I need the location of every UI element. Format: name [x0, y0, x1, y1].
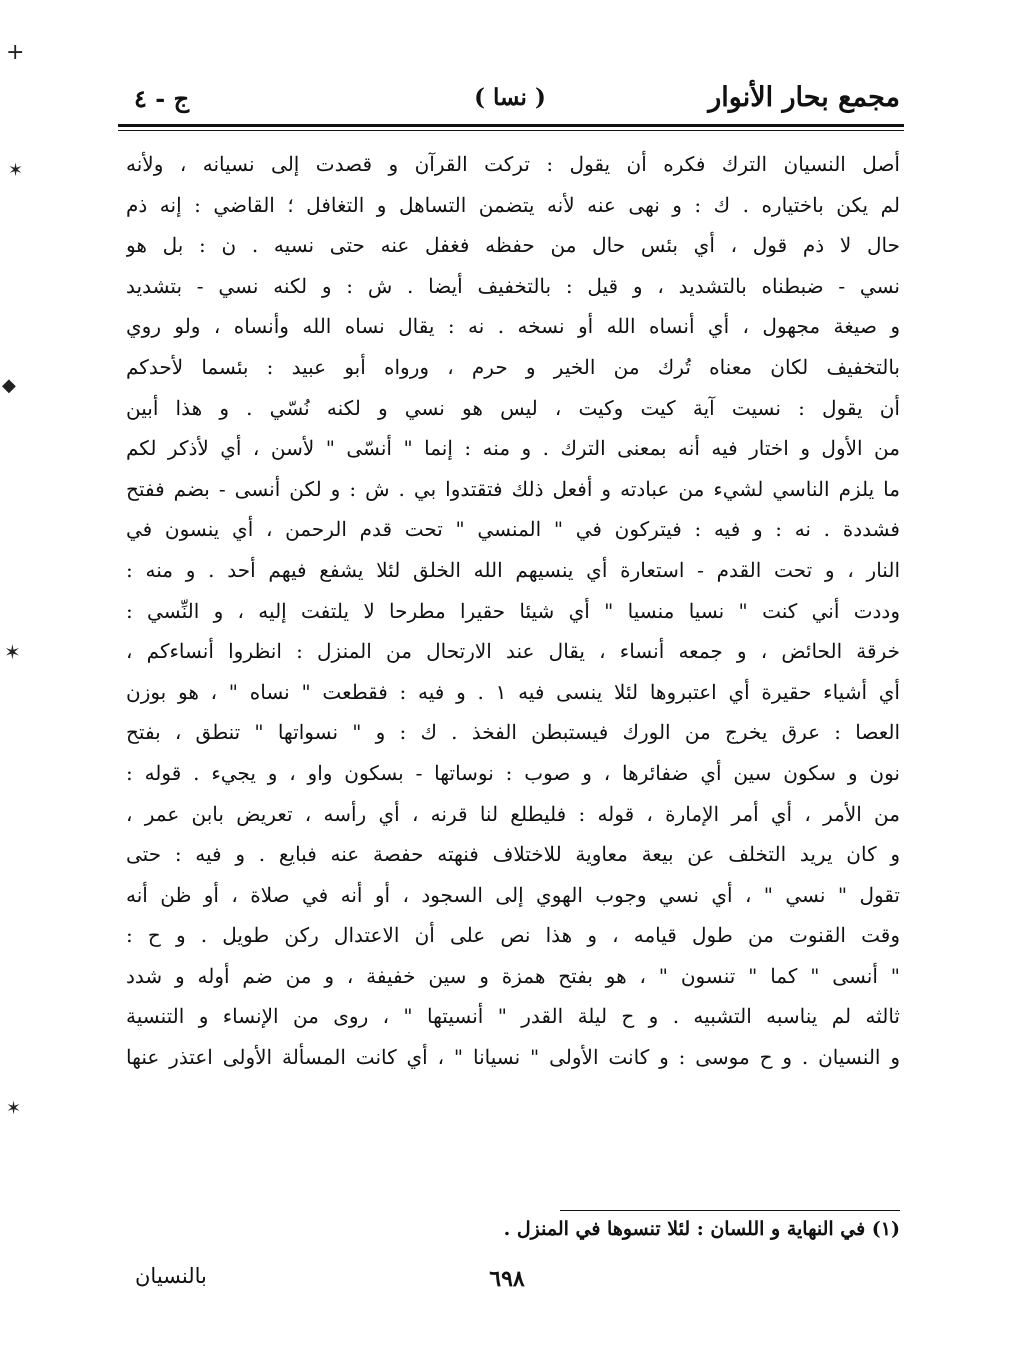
- margin-mark: +: [6, 40, 25, 65]
- text-line: و النسيان . و ح موسى : و كانت الأولى " نسيانا " ، أي كانت المسألة الأولى اعتذر عنها: [126, 1045, 900, 1070]
- text-line: فشددة . نه : و فيه : فيتركون في " المنسي " تحت قدم الرحمن ، أي ينسون في: [126, 517, 900, 542]
- text-line: وددت أني كنت " نسيا منسيا " أي شيئا حقيرا مطرحا لا يلتفت إليه ، و النِّسي :: [126, 598, 900, 623]
- text-line: نون و سكون سين أي ضفائرها ، و صوب : نوساتها - بسكون واو ، و يجيء . قوله :: [126, 760, 900, 785]
- text-line: من الأمر ، أي أمر الإمارة ، قوله : فليطلع لنا قرنه ، أي رأسه ، تعريض بابن عمر ،: [126, 801, 900, 826]
- margin-mark: ◆: [2, 375, 16, 396]
- text-line: " أنسى " كما " تنسون " ، هو بفتح همزة و سين خفيفة ، و من ضم أوله و شدد: [126, 963, 900, 988]
- section-heading: ( نسا ): [474, 84, 546, 111]
- text-line: أي أشياء حقيرة أي اعتبروها لئلا ينسى فيه ١ . و فيه : فقطعت " نساه " ، هو بوزن: [126, 679, 900, 704]
- margin-mark: ✶: [4, 640, 21, 664]
- text-line: النار ، و تحت القدم - استعارة أي ينسيهم الله الخلق لئلا يشفع فيهم أحد . و منه :: [126, 557, 900, 582]
- text-line: وقت القنوت من طول قيامه ، و هذا نص على أن الاعتدال ركن طويل . و ح :: [126, 923, 900, 948]
- volume-number: ج - ٤: [134, 84, 190, 113]
- text-line: ما يلزم الناسي لشيء من عبادته و أفعل ذلك فتقتدوا بي . ش : و لكن أنسى - بضم ففتح: [126, 476, 900, 501]
- catchword: بالنسيان: [135, 1264, 207, 1288]
- header-rule-thin: [118, 130, 904, 131]
- text-line: أن يقول : نسيت آية كيت وكيت ، ليس هو نسي و لكنه نُسّي . و هذا أبين: [126, 395, 900, 420]
- page-header: [120, 78, 900, 122]
- page-number: ٦٩٨: [489, 1266, 525, 1292]
- text-line: ثالثه لم يناسبه التشبيه . و ح ليلة القدر " أنسيتها " ، روى من الإنساء و التنسية: [126, 1004, 900, 1029]
- text-line: أصل النسيان الترك فكره أن يقول : تركت القرآن و قصدت إلى نسيانه ، ولأنه: [126, 152, 900, 176]
- text-line: لم يكن باختياره . ك : و نهى عنه لأنه يتضمن التساهل و التغافل ؛ القاضي : إنه ذم: [126, 192, 900, 217]
- book-title: مجمع بحار الأنوار: [708, 82, 900, 113]
- text-line: بالتخفيف لكان معناه تُرك من الخير و حرم ، ورواه أبو عبيد : بئسما لأحدكم: [126, 354, 900, 379]
- body-text: [126, 144, 900, 1078]
- margin-mark: ✶: [6, 1098, 22, 1119]
- margin-mark: ✶: [8, 160, 24, 181]
- text-line: خرقة الحائض ، و جمعه أنساء ، يقال عند الارتحال من المنزل : انظروا أنساءكم ،: [126, 639, 900, 664]
- text-line: العصا : عرق يخرج من الورك فيستبطن الفخذ . ك : و " نسواتها " تنطق ، بفتح: [126, 720, 900, 745]
- text-line: و كان يريد التخلف عن بيعة معاوية للاختلاف فنهته حفصة عنه فبايع . و فيه : حتى: [126, 842, 900, 867]
- footnote: (١) في النهاية و اللسان : لئلا تنسوها في المنزل .: [503, 1218, 900, 1240]
- text-line: و صيغة مجهول ، أي أنساه الله أو نسخه . نه : يقال نساه الله وأنساه ، ولو روي: [126, 314, 900, 339]
- text-line: تقول " نسي " ، أي نسي وجوب الهوي إلى السجود ، أو أنه في صلاة ، أو ظن أنه: [126, 882, 900, 907]
- header-rule-thick: [118, 124, 904, 127]
- text-line: نسي - ضبطناه بالتشديد ، و قيل : بالتخفيف أيضا . ش : و لكنه نسي - بتشديد: [126, 273, 900, 298]
- footnote-rule: [560, 1210, 900, 1211]
- text-line: حال لا ذم قول ، أي بئس حال من حفظه فغفل عنه حتى نسيه . ن : بل هو: [126, 233, 900, 258]
- text-line: من الأول و اختار فيه أنه بمعنى الترك . و منه : إنما " أنسّى " لأسن ، أي لأذكر لكم: [126, 436, 900, 461]
